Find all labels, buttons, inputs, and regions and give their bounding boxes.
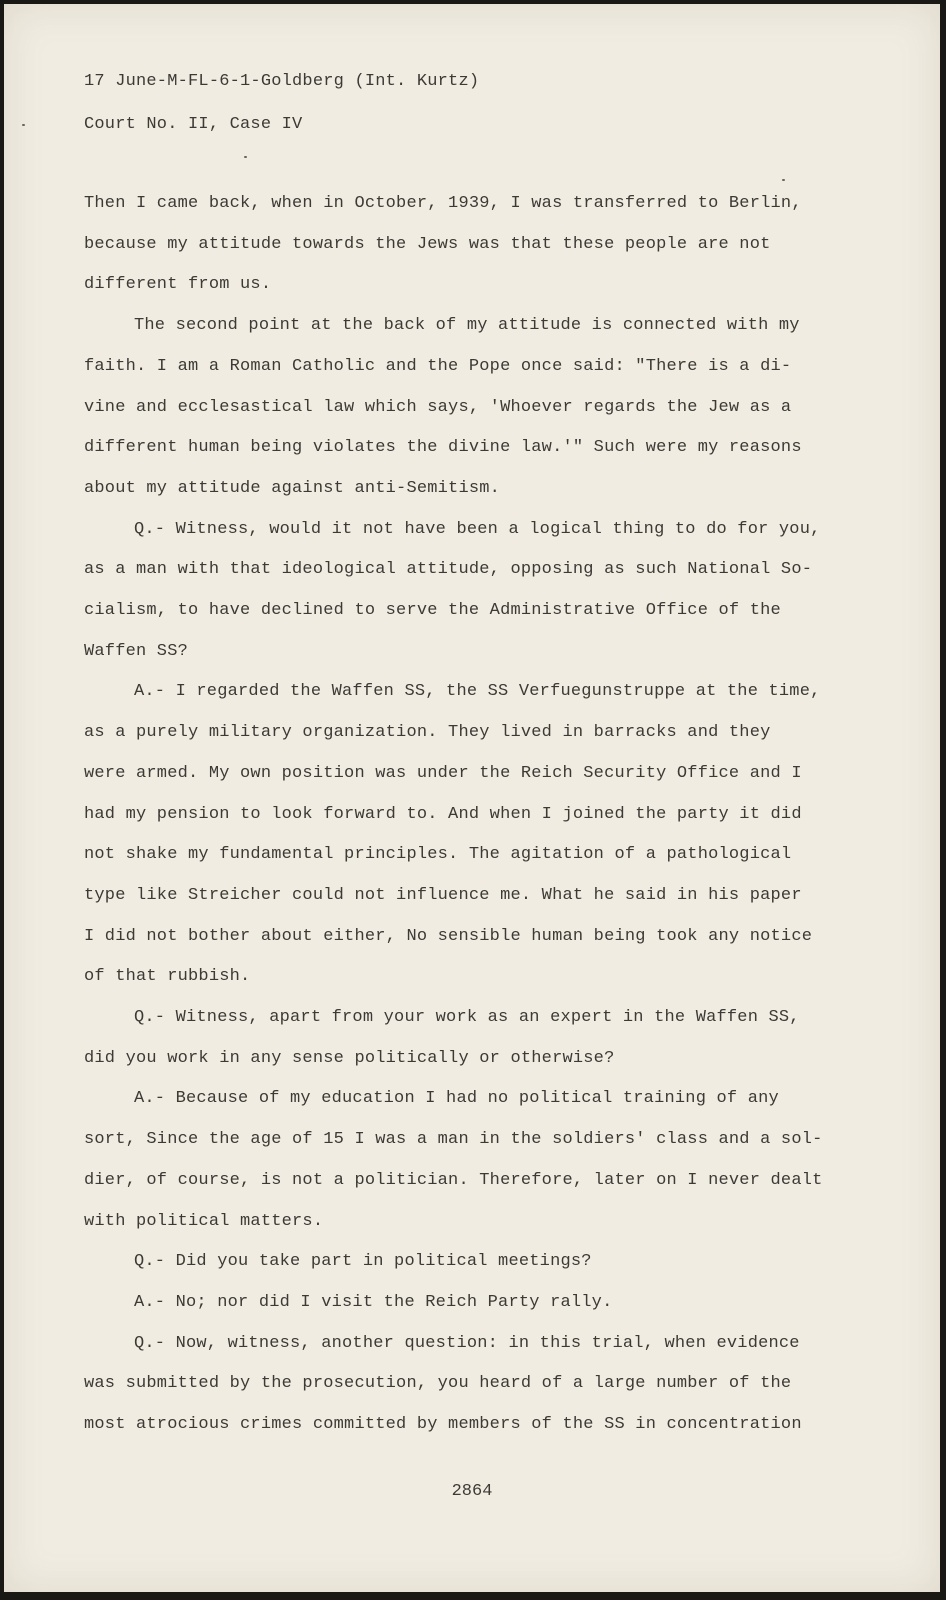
body-line: with political matters. bbox=[84, 1211, 324, 1231]
document-page bbox=[4, 4, 940, 1592]
body-line: as a man with that ideological attitude, opposing as such National So- bbox=[84, 560, 813, 580]
body-line: different from us. bbox=[84, 275, 272, 295]
body-line: dier, of course, is not a politician. Therefore, later on I never dealt bbox=[84, 1170, 823, 1190]
paper-speck bbox=[22, 124, 25, 126]
body-line: cialism, to have declined to serve the Administrative Office of the bbox=[84, 601, 781, 620]
paper-speck bbox=[244, 156, 247, 158]
body-line: most atrocious crimes committed by members of the SS in concentration bbox=[84, 1415, 802, 1434]
body-line: as a purely military organization. They lived in barracks and they bbox=[84, 723, 771, 743]
body-line: about my attitude against anti-Semitism. bbox=[84, 478, 501, 498]
body-line: Q.- Witness, apart from your work as an expert in the Waffen SS, bbox=[134, 1008, 800, 1027]
body-line: Q.- Now, witness, another question: in this trial, when evidence bbox=[134, 1333, 800, 1353]
body-line: Q.- Witness, would it not have been a logical thing to do for you, bbox=[134, 519, 821, 539]
body-line: Waffen SS? bbox=[84, 641, 189, 661]
body-line: Then I came back, when in October, 1939, I was transferred to Berlin, bbox=[84, 194, 802, 213]
body-line: vine and ecclesastical law which says, 'Whoever regards the Jew as a bbox=[84, 397, 792, 417]
body-line: did you work in any sense politically or otherwise? bbox=[84, 1048, 615, 1068]
body-line: A.- Because of my education I had no political training of any bbox=[134, 1089, 779, 1109]
body-line: because my attitude towards the Jews was that these people are not bbox=[84, 234, 771, 254]
body-line: not shake my fundamental principles. The agitation of a pathological bbox=[84, 845, 792, 865]
body-line: type like Streicher could not influence me. What he said in his paper bbox=[84, 885, 802, 905]
paper-speck bbox=[782, 179, 785, 181]
body-line: The second point at the back of my attitude is connected with my bbox=[134, 316, 800, 336]
body-line: were armed. My own position was under the Reich Security Office and I bbox=[84, 763, 802, 783]
body-line: of that rubbish. bbox=[84, 967, 251, 987]
body-line: Q.- Did you take part in political meetings? bbox=[134, 1252, 592, 1272]
header-court-line: Court No. II, Case IV bbox=[84, 115, 303, 134]
page-number: 2864 bbox=[451, 1482, 493, 1501]
body-line: faith. I am a Roman Catholic and the Pope once said: "There is a di- bbox=[84, 356, 792, 376]
body-line: different human being violates the divine law.'" Such were my reasons bbox=[84, 438, 802, 458]
body-line: sort, Since the age of 15 I was a man in the soldiers' class and a sol- bbox=[84, 1130, 823, 1150]
body-line: I did not bother about either, No sensible human being took any notice bbox=[84, 926, 813, 946]
body-line: A.- No; nor did I visit the Reich Party rally. bbox=[134, 1292, 613, 1312]
body-line: A.- I regarded the Waffen SS, the SS Verfuegunstruppe at the time, bbox=[134, 682, 821, 702]
header-case-line: 17 June-M-FL-6-1-Goldberg (Int. Kurtz) bbox=[84, 72, 480, 91]
body-line: was submitted by the prosecution, you heard of a large number of the bbox=[84, 1374, 792, 1394]
body-line: had my pension to look forward to. And when I joined the party it did bbox=[84, 804, 802, 824]
